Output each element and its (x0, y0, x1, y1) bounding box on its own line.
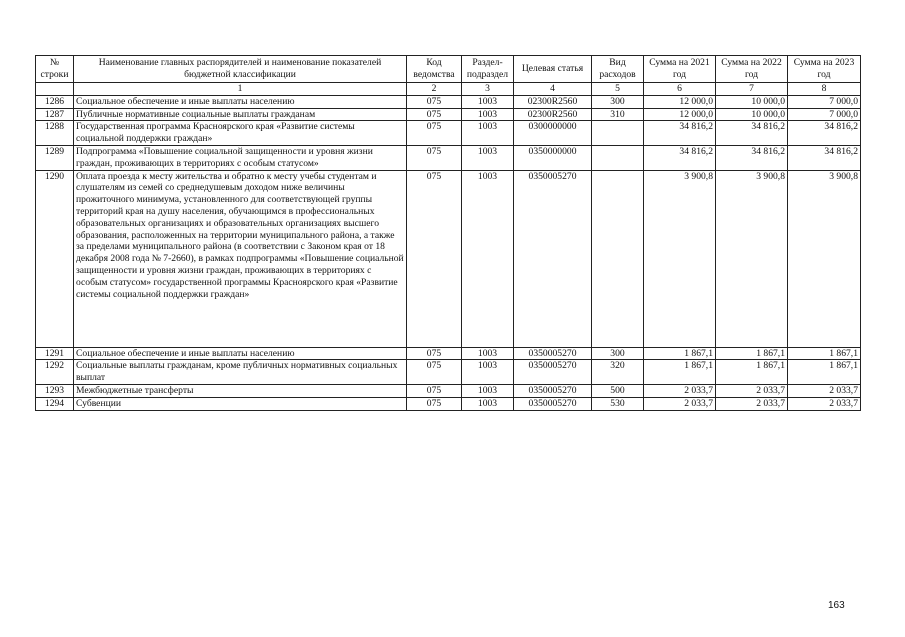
row-target: 0350005270 (514, 170, 592, 347)
row-sum-2022: 34 816,2 (716, 145, 788, 170)
row-sum-2022: 1 867,1 (716, 347, 788, 360)
row-sum-2021: 1 867,1 (644, 360, 716, 385)
row-expense-kind (592, 170, 644, 347)
row-expense-kind: 300 (592, 347, 644, 360)
column-number: 6 (644, 83, 716, 96)
row-sum-2022: 10 000,0 (716, 108, 788, 121)
row-sum-2023: 7 000,0 (788, 95, 861, 108)
table-row (36, 95, 861, 108)
row-sum-2023: 34 816,2 (788, 145, 861, 170)
row-section: 1003 (462, 121, 514, 146)
row-name: Межбюджетные трансферты (74, 384, 407, 397)
row-number: 1292 (36, 360, 74, 385)
column-number: 5 (592, 83, 644, 96)
row-dept-code: 075 (407, 95, 462, 108)
column-number: 8 (788, 83, 861, 96)
row-dept-code: 075 (407, 108, 462, 121)
header-name: Наименование главных распорядителей и наименование показателей бюджетной классификации (74, 56, 407, 83)
row-number: 1291 (36, 347, 74, 360)
row-sum-2023: 34 816,2 (788, 121, 861, 146)
row-number: 1293 (36, 384, 74, 397)
header-expense-kind: Вид расходов (592, 56, 644, 83)
column-number: 3 (462, 83, 514, 96)
table-row (36, 108, 861, 121)
row-section: 1003 (462, 95, 514, 108)
table-row (36, 145, 861, 170)
row-sum-2023: 2 033,7 (788, 397, 861, 410)
row-sum-2021: 2 033,7 (644, 384, 716, 397)
row-target: 02300R2560 (514, 95, 592, 108)
row-sum-2023: 1 867,1 (788, 360, 861, 385)
table-row (36, 347, 861, 360)
row-target: 0350000000 (514, 145, 592, 170)
row-name: Социальное обеспечение и иные выплаты населению (74, 347, 407, 360)
row-expense-kind: 530 (592, 397, 644, 410)
row-sum-2021: 34 816,2 (644, 121, 716, 146)
row-expense-kind: 500 (592, 384, 644, 397)
row-sum-2022: 3 900,8 (716, 170, 788, 347)
row-sum-2023: 7 000,0 (788, 108, 861, 121)
row-dept-code: 075 (407, 384, 462, 397)
table-row (36, 397, 861, 410)
row-number: 1286 (36, 95, 74, 108)
row-section: 1003 (462, 384, 514, 397)
row-target: 0350005270 (514, 360, 592, 385)
header-row (36, 56, 861, 83)
row-name: Публичные нормативные социальные выплаты гражданам (74, 108, 407, 121)
row-sum-2022: 1 867,1 (716, 360, 788, 385)
row-sum-2023: 3 900,8 (788, 170, 861, 347)
column-number-row (36, 83, 861, 96)
budget-table-container (35, 55, 860, 411)
row-expense-kind (592, 121, 644, 146)
row-target: 02300R2560 (514, 108, 592, 121)
row-section: 1003 (462, 397, 514, 410)
row-dept-code: 075 (407, 145, 462, 170)
column-number: 2 (407, 83, 462, 96)
row-expense-kind: 300 (592, 95, 644, 108)
row-target: 0350005270 (514, 397, 592, 410)
row-target: 0350005270 (514, 347, 592, 360)
row-dept-code: 075 (407, 360, 462, 385)
column-number (36, 83, 74, 96)
row-sum-2023: 2 033,7 (788, 384, 861, 397)
row-target: 0350005270 (514, 384, 592, 397)
row-dept-code: 075 (407, 397, 462, 410)
row-sum-2021: 3 900,8 (644, 170, 716, 347)
row-sum-2021: 12 000,0 (644, 95, 716, 108)
row-name: Государственная программа Красноярского края «Развитие системы социальной поддержки граждан» (74, 121, 407, 146)
table-row (36, 384, 861, 397)
row-number: 1294 (36, 397, 74, 410)
budget-table (35, 55, 861, 411)
row-section: 1003 (462, 145, 514, 170)
row-target: 0300000000 (514, 121, 592, 146)
column-number: 4 (514, 83, 592, 96)
row-name: Социальные выплаты гражданам, кроме публичных нормативных социальных выплат (74, 360, 407, 385)
row-sum-2022: 2 033,7 (716, 384, 788, 397)
table-row (36, 360, 861, 385)
row-sum-2022: 2 033,7 (716, 397, 788, 410)
row-sum-2022: 10 000,0 (716, 95, 788, 108)
page-number: 163 (828, 600, 845, 611)
header-section: Раздел-подраздел (462, 56, 514, 83)
header-sum-2023: Сумма на 2023 год (788, 56, 861, 83)
row-name: Социальное обеспечение и иные выплаты населению (74, 95, 407, 108)
row-sum-2021: 34 816,2 (644, 145, 716, 170)
row-number: 1290 (36, 170, 74, 347)
column-number: 7 (716, 83, 788, 96)
row-section: 1003 (462, 360, 514, 385)
row-name: Подпрограмма «Повышение социальной защищенности и уровня жизни граждан, проживающих в территориях с особым статусом» (74, 145, 407, 170)
row-expense-kind: 320 (592, 360, 644, 385)
row-number: 1287 (36, 108, 74, 121)
row-section: 1003 (462, 170, 514, 347)
row-name: Субвенции (74, 397, 407, 410)
row-sum-2021: 2 033,7 (644, 397, 716, 410)
table-row (36, 170, 861, 347)
header-dept-code: Код ведомства (407, 56, 462, 83)
row-expense-kind (592, 145, 644, 170)
header-row-no: № строки (36, 56, 74, 83)
row-dept-code: 075 (407, 170, 462, 347)
row-sum-2021: 1 867,1 (644, 347, 716, 360)
header-sum-2022: Сумма на 2022 год (716, 56, 788, 83)
column-number: 1 (74, 83, 407, 96)
row-sum-2022: 34 816,2 (716, 121, 788, 146)
row-name: Оплата проезда к месту жительства и обратно к месту учебы студентам и слушателям из семей со среднедушевым доходом ниже величины прожиточного минимума, установленного для соответствующей группы территорий края на душу населения, обучающимся в профессиональных образовательных организациях и образовательных организациях высшего образования, расположенных на территории муниципального района, а также за пределами муниципального района (в соответствии с Законом края от 18 декабря 2008 года № 7-2660), в рамках подпрограммы «Повышение социальной защищенности и уровня жизни граждан, проживающих в территориях с особым статусом» государственной программы Красноярского края «Развитие системы социальной поддержки граждан» (74, 170, 407, 347)
header-sum-2021: Сумма на 2021 год (644, 56, 716, 83)
header-target: Целевая статья (514, 56, 592, 83)
row-section: 1003 (462, 108, 514, 121)
row-expense-kind: 310 (592, 108, 644, 121)
row-number: 1288 (36, 121, 74, 146)
row-sum-2021: 12 000,0 (644, 108, 716, 121)
row-dept-code: 075 (407, 347, 462, 360)
table-row (36, 121, 861, 146)
row-number: 1289 (36, 145, 74, 170)
row-dept-code: 075 (407, 121, 462, 146)
row-sum-2023: 1 867,1 (788, 347, 861, 360)
row-section: 1003 (462, 347, 514, 360)
